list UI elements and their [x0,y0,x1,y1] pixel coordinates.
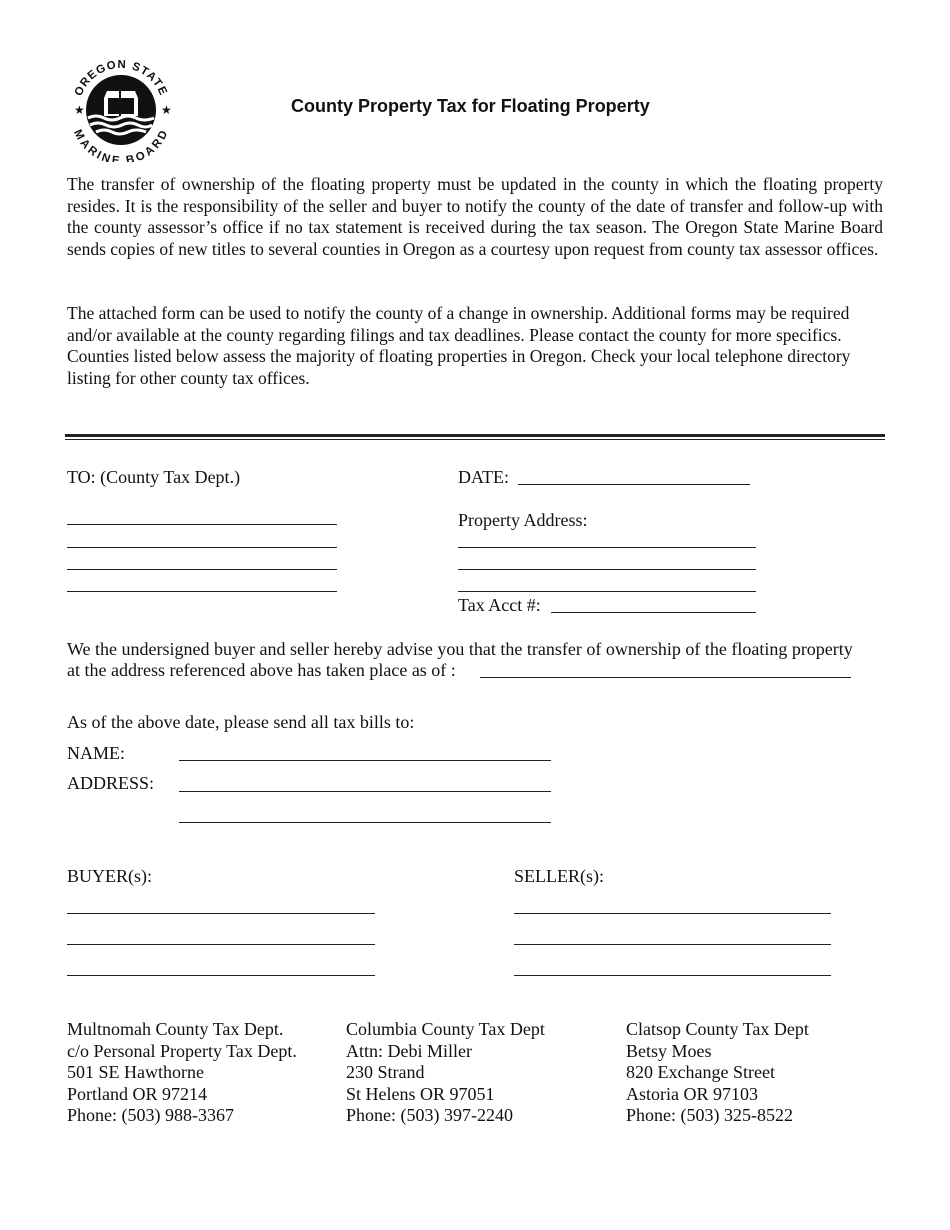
svg-text:★: ★ [74,103,85,117]
buyers-label: BUYER(s): [67,866,152,886]
county-attn: Betsy Moes [626,1040,712,1061]
sellers-label: SELLER(s): [514,866,604,886]
seller-signature-line-1[interactable] [514,913,831,914]
page-title: County Property Tax for Floating Property [291,96,650,116]
county-phone: Phone: (503) 397-2240 [346,1105,513,1125]
address-label: ADDRESS: [67,773,155,793]
transfer-statement-line-2: at the address referenced above has taken place as of : [67,660,456,680]
county-city: St Helens OR 97051 [346,1083,495,1104]
to-county-label: TO: (County Tax Dept.) [67,467,241,487]
tax-acct-field[interactable] [551,612,756,613]
svg-text:★: ★ [161,103,172,117]
name-field[interactable] [179,760,551,761]
intro-paragraph-2: The attached form can be used to notify the county of a change in ownership. Additional forms may be required and/or available at the county regarding filings and tax deadlines. Please contact the county for more specifics. Counties listed below assess the majority of floating properties in Oregon. Check your local telephone directory listing for other county tax offices. [67,303,851,388]
name-label: NAME: [67,743,125,763]
to-county-line-3[interactable] [67,569,337,570]
address-field-1[interactable] [179,791,551,792]
to-county-line-1[interactable] [67,524,337,525]
oregon-state-marine-board-logo [66,58,176,162]
county-street: 501 SE Hawthorne [67,1062,204,1082]
county-city: Portland OR 97214 [67,1083,208,1104]
county-name: Multnomah County Tax Dept. [67,1019,284,1039]
svg-text:OREGON STATE: OREGON STATE [72,58,170,98]
transfer-date-field[interactable] [480,677,851,678]
divider-thin [65,439,885,440]
buyer-signature-line-2[interactable] [67,944,375,945]
divider-thick [65,434,885,437]
buyer-signature-line-3[interactable] [67,975,375,976]
county-city: Astoria OR 97103 [626,1083,758,1104]
county-attn: Attn: Debi Miller [346,1040,472,1061]
county-street: 230 Strand [346,1062,425,1082]
intro-paragraph-1: The transfer of ownership of the floating property must be updated in the county in which the floating property resides. It is the responsibility of the seller and buyer to notify the county of the date of transfer and follow-up with the county assessor’s office if no tax statement is received during the tax season. The Oregon State Marine Board sends copies of new titles to several counties in Oregon as a courtesy upon request from county tax assessor offices. [67,174,883,259]
county-attn: c/o Personal Property Tax Dept. [67,1040,297,1061]
to-county-line-2[interactable] [67,547,337,548]
date-label: DATE: [458,467,509,487]
send-tax-bills-label: As of the above date, please send all tax bills to: [67,712,415,732]
county-address-clatsop [626,1019,809,1127]
county-phone: Phone: (503) 988-3367 [67,1105,234,1125]
tax-acct-label: Tax Acct #: [458,595,541,615]
county-name: Columbia County Tax Dept [346,1019,545,1039]
property-address-line-1[interactable] [458,547,756,548]
transfer-statement-line-1: We the undersigned buyer and seller hereby advise you that the transfer of ownership of the floating property [67,639,853,659]
date-field[interactable] [518,484,750,485]
county-name: Clatsop County Tax Dept [626,1019,809,1039]
svg-text:MARINE BOARD: MARINE BOARD [71,127,171,162]
county-street: 820 Exchange Street [626,1062,775,1082]
property-address-line-3[interactable] [458,591,756,592]
buyer-signature-line-1[interactable] [67,913,375,914]
seller-signature-line-2[interactable] [514,944,831,945]
to-county-line-4[interactable] [67,591,337,592]
county-phone: Phone: (503) 325-8522 [626,1105,793,1125]
property-address-line-2[interactable] [458,569,756,570]
county-address-multnomah [67,1019,297,1127]
county-address-columbia [346,1019,545,1127]
seller-signature-line-3[interactable] [514,975,831,976]
address-field-2[interactable] [179,822,551,823]
property-address-label: Property Address: [458,510,588,530]
